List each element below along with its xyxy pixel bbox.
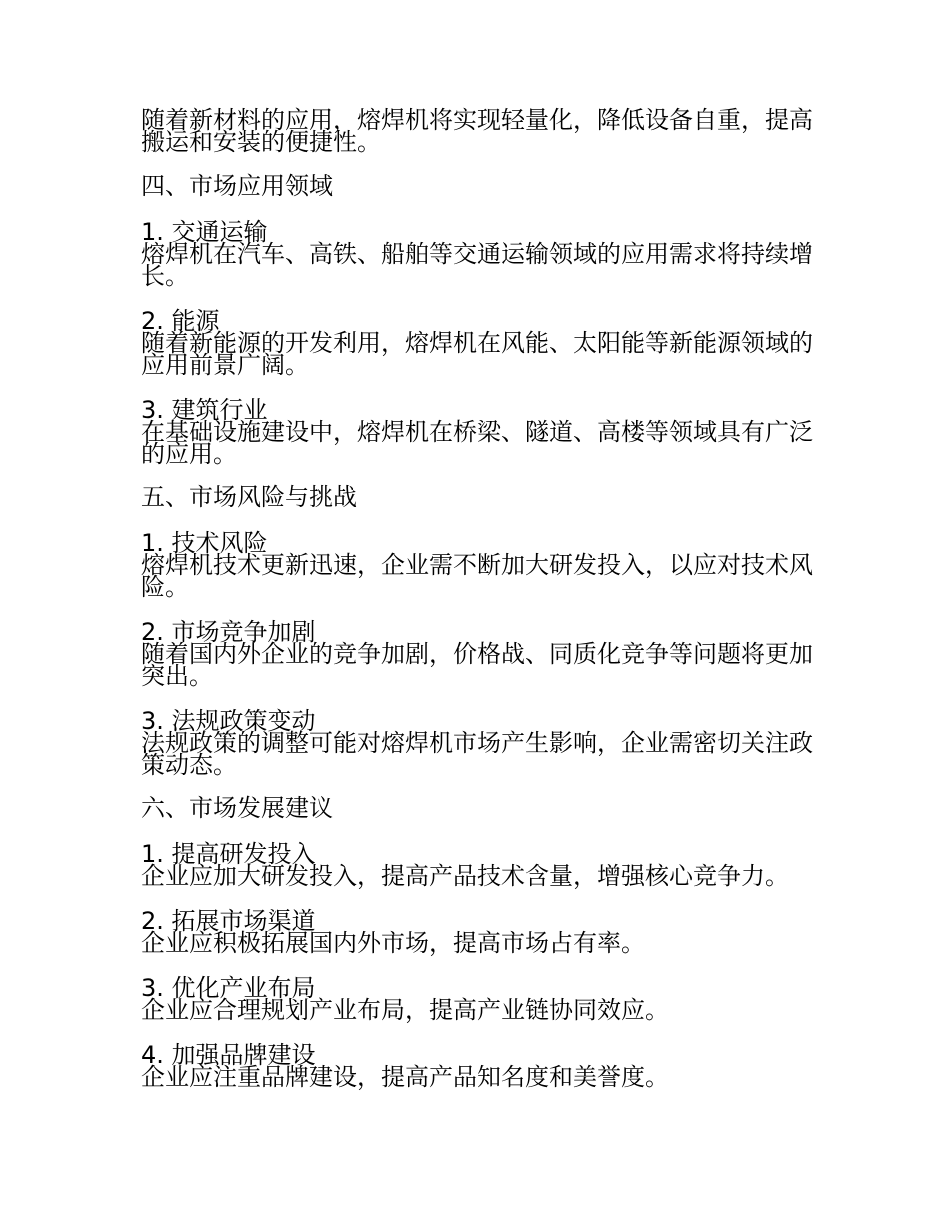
item-title: 3. 建筑行业 xyxy=(141,396,268,424)
item-title: 1. 技术风险 xyxy=(141,529,268,557)
item-title: 1. 提高研发投入 xyxy=(141,840,316,868)
list-item xyxy=(141,840,813,890)
item-title: 2. 拓展市场渠道 xyxy=(141,907,316,935)
list-item xyxy=(141,707,813,779)
item-body: 熔焊机技术更新迅速，企业需不断加大研发投入，以应对技术风险。 xyxy=(141,551,813,601)
item-body: 随着新能源的开发利用，熔焊机在风能、太阳能等新能源领域的应用前景广阔。 xyxy=(141,329,813,379)
item-body: 熔焊机在汽车、高铁、船舶等交通运输领域的应用需求将持续增长。 xyxy=(141,240,813,290)
list-item xyxy=(141,529,813,601)
item-body: 企业应加大研发投入，提高产品技术含量，增强核心竞争力。 xyxy=(141,862,789,890)
item-body: 企业应注重品牌建设，提高产品知名度和美誉度。 xyxy=(141,1063,669,1091)
item-body: 在基础设施建设中，熔焊机在桥梁、隧道、高楼等领域具有广泛的应用。 xyxy=(141,418,813,468)
section-application-fields xyxy=(141,172,813,468)
list-item xyxy=(141,396,813,468)
list-item xyxy=(141,974,813,1024)
item-body: 企业应积极拓展国内外市场，提高市场占有率。 xyxy=(141,929,645,957)
section-risks-challenges xyxy=(141,483,813,779)
item-title: 3. 优化产业布局 xyxy=(141,974,316,1002)
item-body: 企业应合理规划产业布局，提高产业链协同效应。 xyxy=(141,996,669,1024)
section-heading: 六、市场发展建议 xyxy=(141,794,333,822)
list-item xyxy=(141,618,813,690)
list-item xyxy=(141,907,813,957)
item-body: 随着国内外企业的竞争加剧，价格战、同质化竞争等问题将更加突出。 xyxy=(141,640,813,690)
list-item xyxy=(141,1041,813,1091)
list-item xyxy=(141,218,813,290)
document-page xyxy=(141,106,813,1108)
intro-paragraph: 随着新材料的应用，熔焊机将实现轻量化，降低设备自重，提高搬运和安装的便捷性。 xyxy=(141,106,813,156)
list-item xyxy=(141,307,813,379)
item-title: 4. 加强品牌建设 xyxy=(141,1041,316,1069)
section-heading: 四、市场应用领域 xyxy=(141,172,333,200)
section-heading: 五、市场风险与挑战 xyxy=(141,483,357,511)
item-title: 2. 能源 xyxy=(141,307,220,335)
item-body: 法规政策的调整可能对熔焊机市场产生影响，企业需密切关注政策动态。 xyxy=(141,729,813,779)
item-title: 1. 交通运输 xyxy=(141,218,268,246)
item-title: 3. 法规政策变动 xyxy=(141,707,316,735)
section-development-suggestions xyxy=(141,794,813,1091)
item-title: 2. 市场竞争加剧 xyxy=(141,618,316,646)
